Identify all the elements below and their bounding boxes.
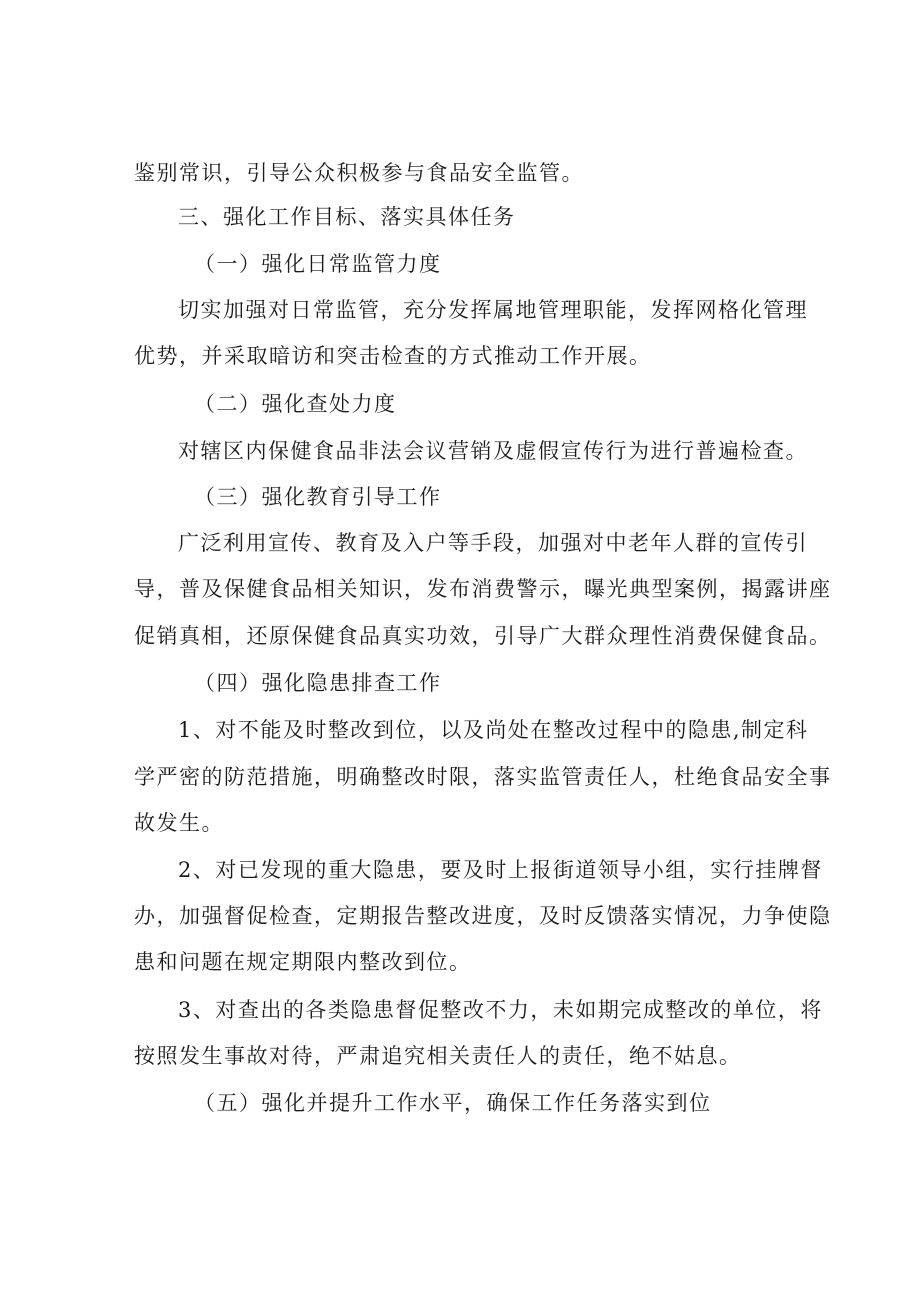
paragraph-line: 优势，并采取暗访和突击检查的方式推动工作开展。 bbox=[134, 344, 652, 368]
subsection-heading: （三）强化教育引导工作 bbox=[194, 485, 442, 509]
list-item-line: 学严密的防范措施，明确整改时限，落实监管责任人，杜绝食品安全事 bbox=[134, 765, 832, 789]
paragraph-line: 切实加强对日常监管，充分发挥属地管理职能，发挥网格化管理 bbox=[178, 298, 808, 322]
section-heading: 三、强化工作目标、落实具体任务 bbox=[178, 205, 516, 229]
list-item-line: 患和问题在规定期限内整改到位。 bbox=[134, 950, 472, 974]
list-item-line: 2、对已发现的重大隐患，要及时上报街道领导小组，实行挂牌督 bbox=[178, 858, 823, 882]
list-item-line: 3、对查出的各类隐患督促整改不力，未如期完成整改的单位，将 bbox=[178, 998, 823, 1022]
paragraph-line: 导，普及保健食品相关知识，发布消费警示，曝光典型案例，揭露讲座 bbox=[134, 577, 832, 601]
list-item-line: 故发生。 bbox=[134, 811, 224, 835]
list-item-line: 办，加强督促检查，定期报告整改进度，及时反馈落实情况，力争使隐 bbox=[134, 904, 832, 928]
subsection-heading: （二）强化查处力度 bbox=[194, 392, 397, 416]
paragraph-line: 广泛利用宣传、教育及入户等手段，加强对中老年人群的宣传引 bbox=[178, 531, 808, 555]
paragraph-line: 对辖区内保健食品非法会议营销及虚假宣传行为进行普遍检查。 bbox=[178, 439, 808, 463]
paragraph-line: 促销真相，还原保健食品真实功效，引导广大群众理性消费保健食品。 bbox=[134, 624, 832, 648]
list-item-line: 1、对不能及时整改到位，以及尚处在整改过程中的隐患,制定科 bbox=[178, 718, 809, 742]
list-item-line: 按照发生事故对待，严肃追究相关责任人的责任，绝不姑息。 bbox=[134, 1044, 742, 1068]
paragraph-line: 鉴别常识，引导公众积极参与食品安全监管。 bbox=[134, 161, 584, 185]
subsection-heading: （一）强化日常监管力度 bbox=[194, 252, 442, 276]
subsection-heading: （四）强化隐患排查工作 bbox=[194, 671, 442, 695]
subsection-heading: （五）强化并提升工作水平，确保工作任务落实到位 bbox=[194, 1091, 712, 1115]
